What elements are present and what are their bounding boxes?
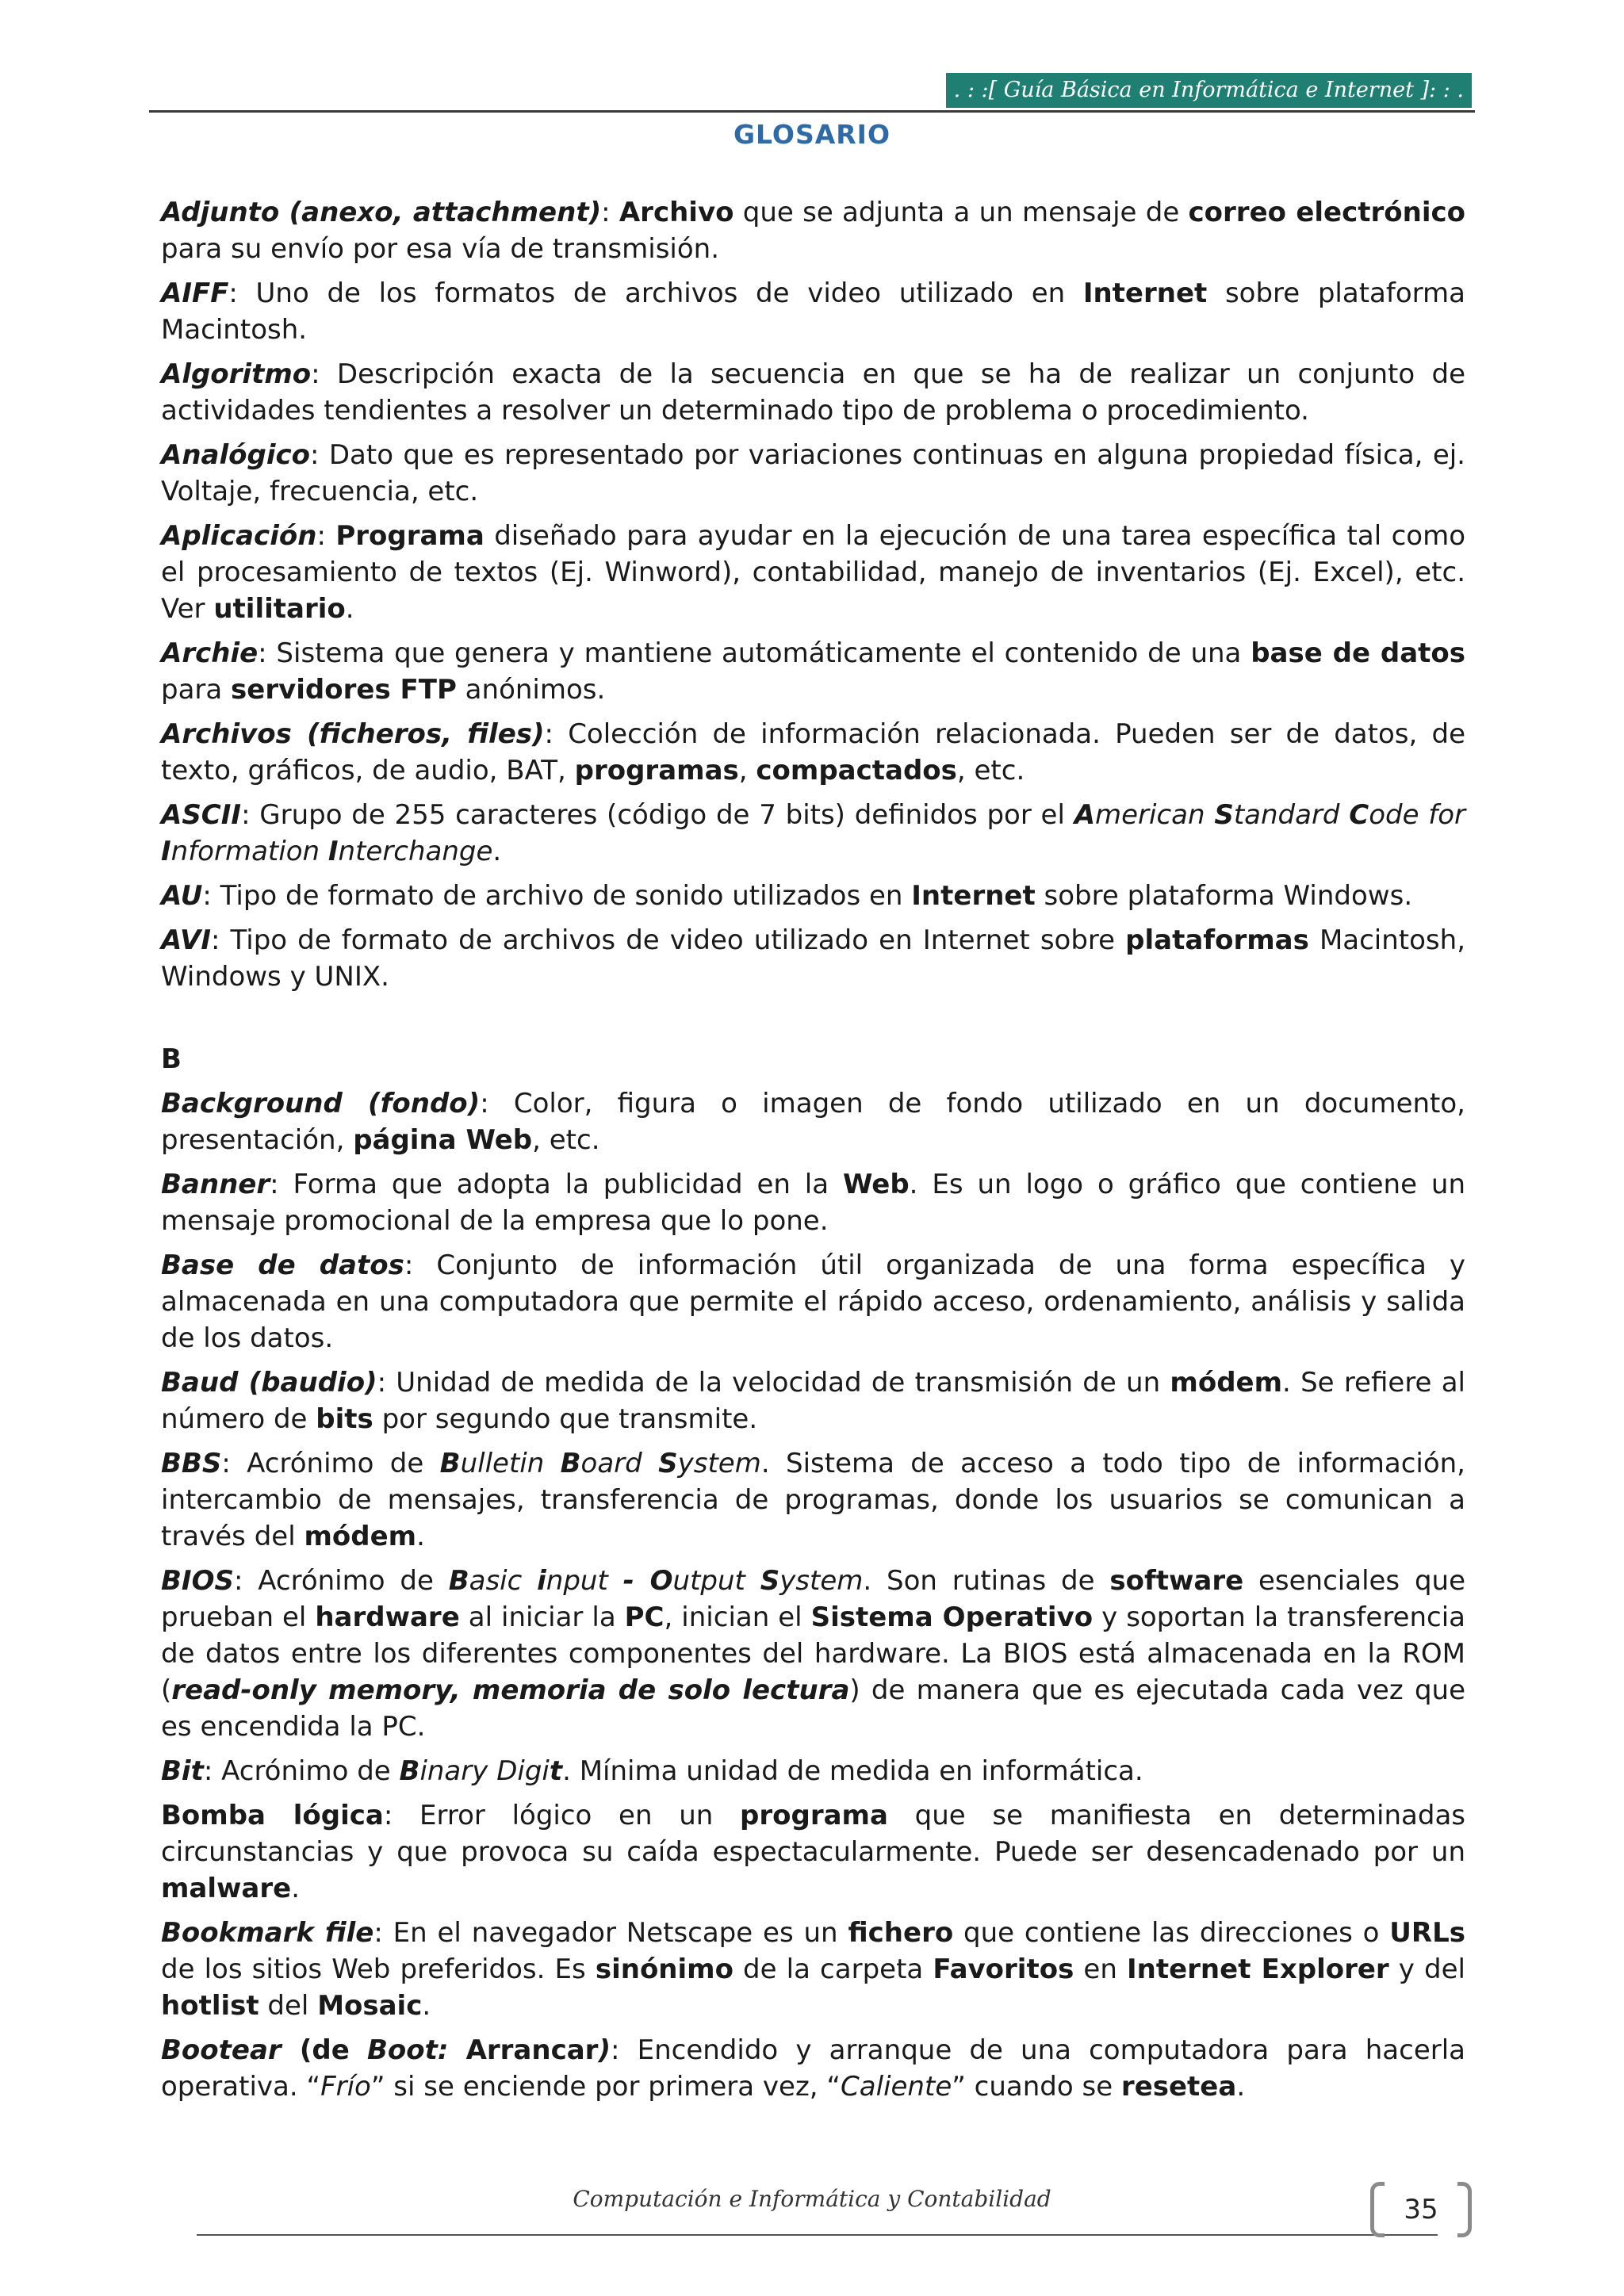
glossary-entry-bios: BIOS: Acrónimo de Basic input - Output System. Son rutinas de software esenciales que prueban el hardware al iniciar la PC, inician el Sistema Operativo y soportan la transferencia de datos entre los diferentes componentes del hardware. La BIOS está almacenada en la ROM (read-only memory, memoria de solo lectura) de manera que es ejecutada cada vez que es encendida la PC. xyxy=(161,1565,1466,1743)
glossary-entry-bomba-logica: Bomba lógica: Error lógico en un programa que se manifiesta en determinadas circunstancias y que provoca su caída espectacularmente. Puede ser desencadenado por un malware. xyxy=(161,1800,1466,1904)
glossary-entry-avi: AVI: Tipo de formato de archivos de video utilizado en Internet sobre plataformas Macintosh, Windows y UNIX. xyxy=(161,924,1466,993)
glossary-entry-baud: Baud (baudio): Unidad de medida de la velocidad de transmisión de un módem. Se refiere al número de bits por segundo que transmite. xyxy=(161,1367,1465,1435)
glossary-entry-archie: Archie: Sistema que genera y mantiene automáticamente el contenido de una base de datos para servidores FTP anónimos. xyxy=(161,637,1466,706)
footer-title: Computación e Informática y Contabilidad xyxy=(573,2186,1051,2212)
page-number-box xyxy=(1370,2182,1472,2244)
glossary-entry-aplicacion: Aplicación: Programa diseñado para ayudar en la ejecución de una tarea específica tal como el procesamiento de textos (Ej. Winword), contabilidad, manejo de inventarios (Ej. Excel), etc. Ver utilitario. xyxy=(161,520,1466,625)
glossary-entry-analogico: Analógico: Dato que es representado por variaciones continuas en alguna propiedad física, ej. Voltaje, frecuencia, etc. xyxy=(161,439,1465,507)
page-number: 35 xyxy=(1404,2194,1438,2225)
header-divider xyxy=(149,110,1475,113)
glossary-body xyxy=(161,194,1465,2113)
section-title: GLOSARIO xyxy=(733,119,891,150)
glossary-entry-au: AU: Tipo de formato de archivo de sonido utilizados en Internet sobre plataforma Windows. xyxy=(161,880,1413,912)
glossary-entry-ascii: ASCII: Grupo de 255 caracteres (código de 7 bits) definidos por el American Standard Code for Information Interchange. xyxy=(161,799,1466,867)
glossary-entry-aiff: AIFF: Uno de los formatos de archivos de video utilizado en Internet sobre plataforma Macintosh. xyxy=(161,277,1465,346)
glossary-entry-bookmark-file: Bookmark file: En el navegador Netscape es un fichero que contiene las direcciones o URLs de los sitios Web preferidos. Es sinónimo de la carpeta Favoritos en Internet Explorer y del hotlist del Mosaic. xyxy=(161,1917,1465,2022)
section-letter-b: B xyxy=(161,1043,182,1075)
glossary-entry-banner: Banner: Forma que adopta la publicidad en la Web. Es un logo o gráfico que contiene un mensaje promocional de la empresa que lo pone. xyxy=(161,1169,1465,1237)
glossary-entry-adjunto: Adjunto (anexo, attachment): Archivo que se adjunta a un mensaje de correo electrónico para su envío por esa vía de transmisión. xyxy=(161,197,1465,265)
guide-title-banner: . : :[ Guía Básica en Informática e Internet ]: : . xyxy=(946,73,1472,108)
glossary-entry-bootear: Bootear (de Boot: Arrancar): Encendido y arranque de una computadora para hacerla operativa. “Frío” si se enciende por primera vez, “Caliente” cuando se resetea. xyxy=(161,2034,1465,2103)
glossary-entry-bit: Bit: Acrónimo de Binary Digit. Mínima unidad de medida en informática. xyxy=(161,1755,1143,1787)
glossary-entry-algoritmo: Algoritmo: Descripción exacta de la secuencia en que se ha de realizar un conjunto de actividades tendientes a resolver un determinado tipo de problema o procedimiento. xyxy=(161,358,1465,427)
glossary-entry-base-de-datos: Base de datos: Conjunto de información útil organizada de una forma específica y almacenada en una computadora que permite el rápido acceso, ordenamiento, análisis y salida de los datos. xyxy=(161,1249,1465,1354)
glossary-entry-bbs: BBS: Acrónimo de Bulletin Board System. Sistema de acceso a todo tipo de información, intercambio de mensajes, transferencia de programas, donde los usuarios se comunican a través del módem. xyxy=(161,1448,1465,1552)
glossary-entry-background: Background (fondo): Color, figura o imagen de fondo utilizado en un documento, presentación, página Web, etc. xyxy=(161,1088,1465,1156)
right-bracket-decoration xyxy=(1457,2182,1472,2237)
glossary-entry-archivos: Archivos (ficheros, files): Colección de información relacionada. Pueden ser de datos, de texto, gráficos, de audio, BAT, programas, compactados, etc. xyxy=(161,718,1465,786)
footer-divider xyxy=(197,2234,1438,2236)
